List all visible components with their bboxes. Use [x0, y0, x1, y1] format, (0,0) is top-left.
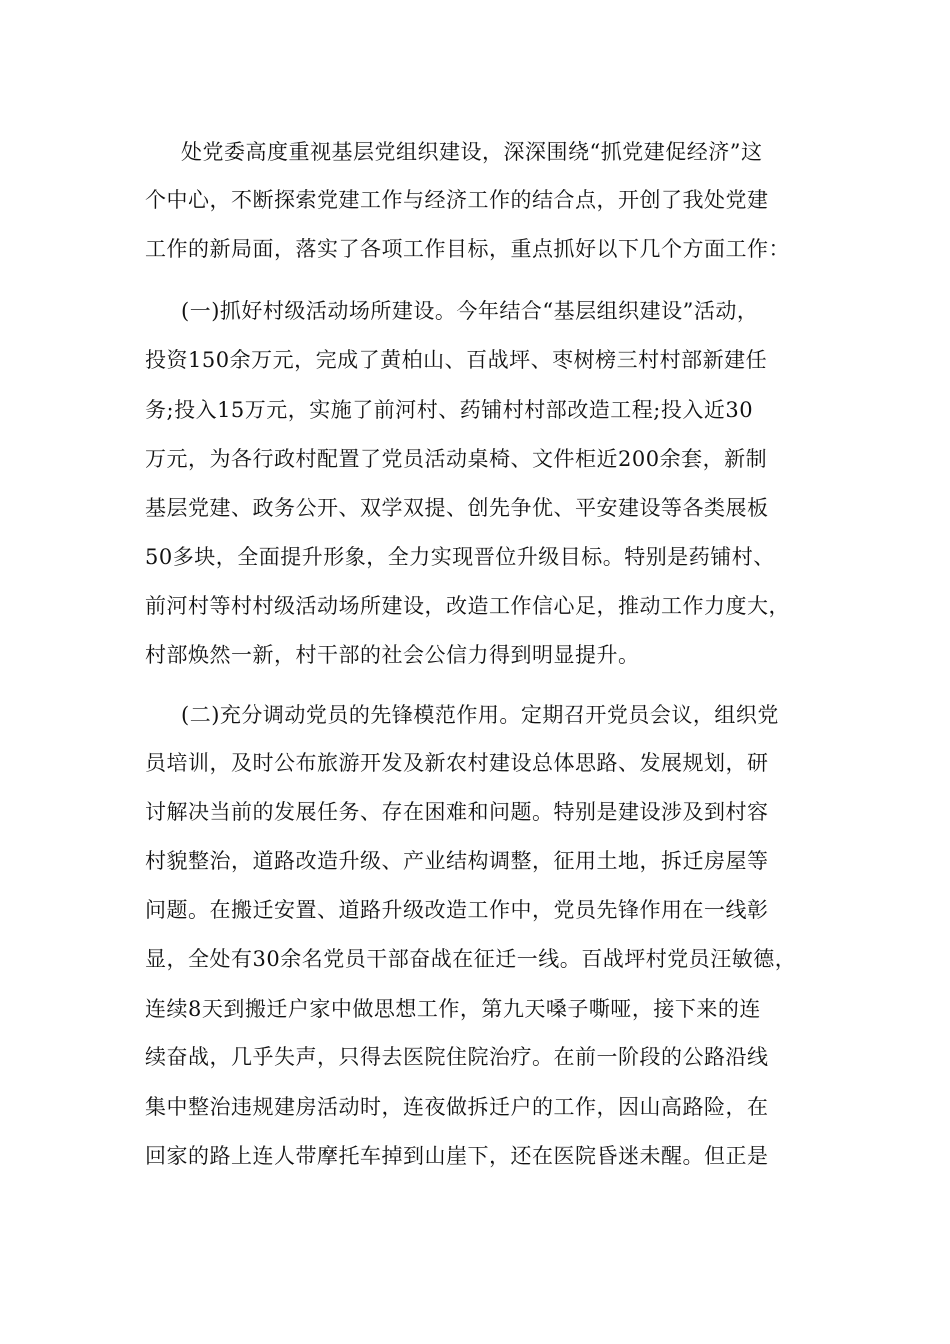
text-line: 集中整治违规建房活动时，连夜做拆迁户的工作，因山高路险，在 — [145, 1095, 769, 1119]
text-line: 讨解决当前的发展任务、存在困难和问题。特别是建设涉及到村容 — [145, 800, 769, 824]
text-line: (二)充分调动党员的先锋模范作用。定期召开党员会议，组织党 — [181, 703, 779, 727]
text-line: 个中心，不断探索党建工作与经济工作的结合点，开创了我处党建 — [145, 188, 769, 212]
text-line: 续奋战，几乎失声，只得去医院住院治疗。在前一阶段的公路沿线 — [145, 1045, 769, 1069]
text-line: 处党委高度重视基层党组织建设，深深围绕“抓党建促经济”这 — [181, 140, 763, 164]
text-line: 基层党建、政务公开、双学双提、创先争优、平安建设等各类展板 — [145, 496, 769, 520]
text-line: 村貌整治，道路改造升级、产业结构调整，征用土地，拆迁房屋等 — [145, 849, 769, 873]
text-line: 务;投入15万元，实施了前河村、药铺村村部改造工程;投入近30 — [145, 398, 754, 422]
text-line: (一)抓好村级活动场所建设。今年结合“基层组织建设”活动， — [181, 299, 759, 323]
text-line: 50多块，全面提升形象，全力实现晋位升级目标。特别是药铺村、 — [145, 545, 775, 569]
text-line: 员培训，及时公布旅游开发及新农村建设总体思路、发展规划，研 — [145, 751, 769, 775]
text-line: 村部焕然一新，村干部的社会公信力得到明显提升。 — [145, 643, 640, 667]
text-line: 连续8天到搬迁户家中做思想工作，第九天嗓子嘶哑，接下来的连 — [145, 997, 761, 1021]
text-line: 显，全处有30余名党员干部奋战在征迁一线。百战坪村党员汪敏德， — [145, 947, 797, 971]
text-line: 问题。在搬迁安置、道路升级改造工作中，党员先锋作用在一线彰 — [145, 898, 769, 922]
text-line: 投资150余万元，完成了黄柏山、百战坪、枣树榜三村村部新建任 — [145, 348, 768, 372]
text-line: 回家的路上连人带摩托车掉到山崖下，还在医院昏迷未醒。但正是 — [145, 1144, 769, 1168]
text-line: 前河村等村村级活动场所建设，改造工作信心足，推动工作力度大， — [145, 594, 790, 618]
text-line: 万元，为各行政村配置了党员活动桌椅、文件柜近200余套，新制 — [145, 447, 768, 471]
text-line: 工作的新局面，落实了各项工作目标，重点抓好以下几个方面工作： — [145, 237, 790, 261]
